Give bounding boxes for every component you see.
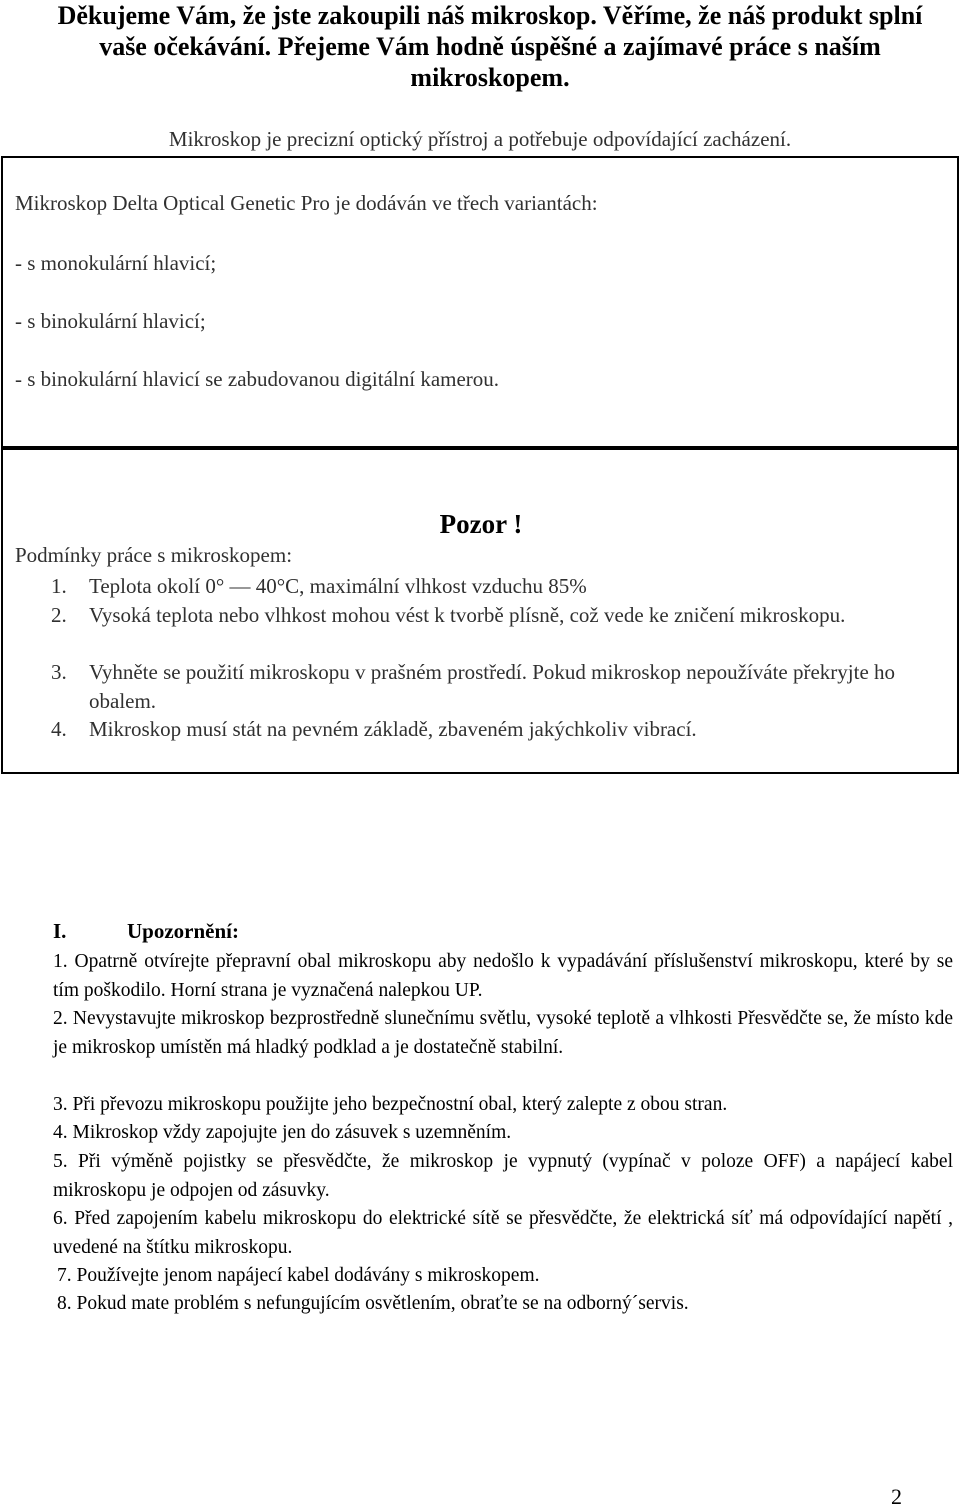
warnings-heading <box>53 917 239 945</box>
warning-item: 4. Mikroskop vždy zapojujte jen do zásuvek s uzemněním. <box>53 1122 512 1143</box>
warning-item: 7. Používejte jenom napájecí kabel dodávány s mikroskopem. <box>57 1265 540 1286</box>
condition-item <box>51 572 911 601</box>
intro-heading: Děkujeme Vám, že jste zakoupili náš mikroskop. Věříme, že náš produkt splní vaše očekávání. Přejeme Vám hodně úspěšné a zajímavé práce s naším mikroskopem. <box>57 1 923 92</box>
warning-item: 1. Opatrně otvírejte přepravní obal mikroskopu aby nedošlo k vypadávání příslušenství mikroskopu, které by se tím poškodilo. Horní strana je vyznačená nalepkou UP. <box>53 951 953 1001</box>
caution-box <box>1 448 959 774</box>
warnings-title: Upozornění: <box>127 919 239 943</box>
condition-item <box>51 601 911 630</box>
condition-number: 2. <box>51 603 67 627</box>
variant-item: - s binokulární hlavicí; <box>15 309 206 333</box>
condition-number: 4. <box>51 717 67 741</box>
warning-item: 8. Pokud mate problém s nefungujícím osvětlením, obraťte se na odborný´servis. <box>57 1293 689 1314</box>
caution-title: Pozor ! <box>439 509 523 539</box>
conditions-heading: Podmínky práce s mikroskopem: <box>15 543 293 567</box>
warning-item: 2. Nevystavujte mikroskop bezprostředně slunečnímu světlu, vysoké teplotě a vlhkosti Přesvědčte se, že místo kde je mikroskop umístěn má hladký podklad a je dostatečně stabilní. <box>53 1008 953 1058</box>
page-number: 2 <box>891 1484 902 1509</box>
condition-number: 1. <box>51 574 67 598</box>
intro-line: Mikroskop je precizní optický přístroj a potřebuje odpovídající zacházení. <box>168 127 792 151</box>
condition-text: Vyhněte se použití mikroskopu v prašném prostředí. Pokud mikroskop nepoužíváte překryjte ho obalem. <box>89 660 896 713</box>
variant-item: - s binokulární hlavicí se zabudovanou digitální kamerou. <box>15 367 500 391</box>
variants-lead: Mikroskop Delta Optical Genetic Pro je dodáván ve třech variantách: <box>15 191 598 215</box>
warning-item: 3. Při převozu mikroskopu použijte jeho bezpečnostní obal, který zalepte z obou stran. <box>53 1094 728 1115</box>
variants-box <box>1 156 959 448</box>
warnings-roman-numeral: I. <box>53 919 67 943</box>
variant-item: - s monokulární hlavicí; <box>15 251 217 275</box>
condition-text: Vysoká teplota nebo vlhkost mohou vést k tvorbě plísně, což vede ke zničení mikroskopu. <box>89 603 846 627</box>
warning-item: 6. Před zapojením kabelu mikroskopu do elektrické sítě se přesvědčte, že elektrická síť má odpovídající napětí , uvedené na štítku mikroskopu. <box>53 1208 953 1258</box>
warning-item: 5. Při výměně pojistky se přesvědčte, že mikroskop je vypnutý (vypínač v poloze OFF) a napájecí kabel mikroskopu je odpojen od zásuvky. <box>53 1151 953 1201</box>
condition-text: Mikroskop musí stát na pevném základě, zbaveném jakýchkoliv vibrací. <box>89 717 697 741</box>
condition-item <box>51 715 911 744</box>
condition-text: Teplota okolí 0° — 40°C, maximální vlhkost vzduchu 85% <box>89 574 587 598</box>
condition-number: 3. <box>51 660 67 684</box>
condition-item <box>51 658 911 716</box>
